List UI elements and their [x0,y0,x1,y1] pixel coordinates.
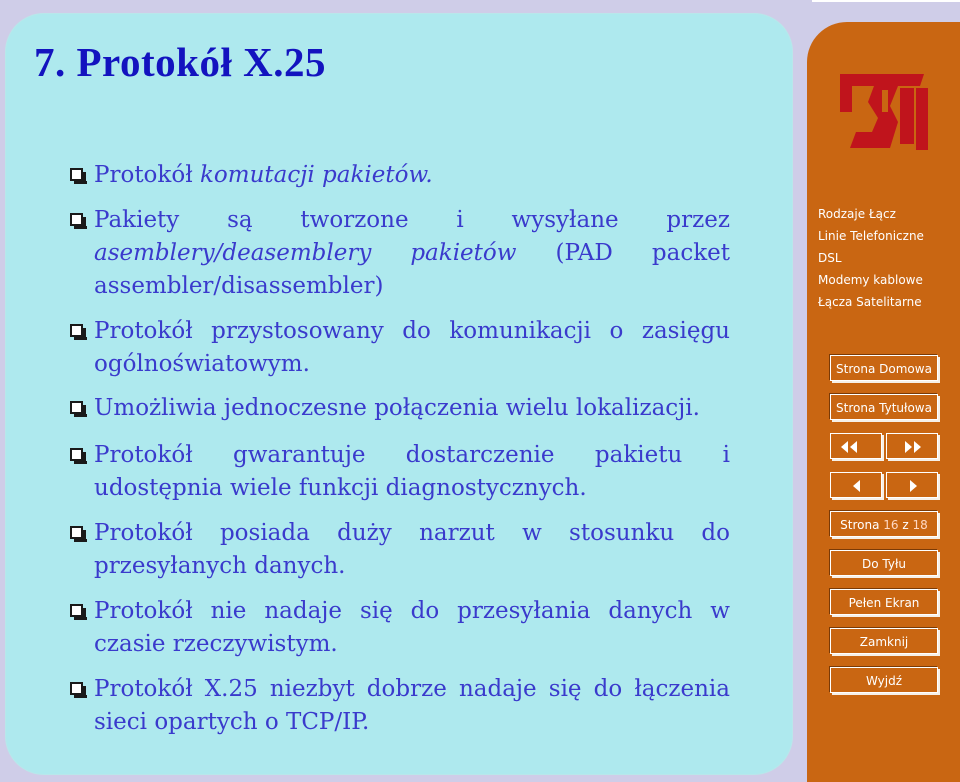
list-item-text [94,517,730,583]
text-run: Pakiety są tworzone i wysyłane przez [94,207,730,233]
italic-text-run: komutacji pakietów. [199,162,433,188]
text-run: Protokół X.25 niezbyt dobrze nadaje się do łączenia sieci opartych o TCP/IP. [94,676,730,735]
checkbox-bullet-icon [70,604,83,617]
checkbox-bullet-icon [70,213,83,226]
checkbox-bullet-icon [70,448,83,461]
list-item-text [94,439,730,505]
page-prefix: Strona [840,518,880,532]
italic-text-run: asemblery/deasemblery pakietów [94,240,517,266]
text-run: Protokół posiada duży narzut w stosunku do przesyłanych danych. [94,520,730,579]
list-item [94,673,730,739]
left-arrow-icon [831,473,883,499]
list-item [94,315,730,381]
right-arrow-icon [887,473,939,499]
list-item [94,439,730,505]
top-edge-bar [812,0,960,2]
issi-logo-icon [838,66,930,156]
fullscreen-button[interactable]: Pełen Ekran [830,589,938,615]
list-item [94,595,730,661]
list-item-text [94,595,730,661]
page-total: 18 [912,518,928,532]
list-item-text [94,392,730,425]
checkbox-bullet-icon [70,682,83,695]
text-run: Umożliwia jednoczesne połączenia wielu lokalizacji. [94,395,700,421]
checkbox-bullet-icon [70,168,83,181]
nav-link-modemy-kablowe[interactable]: Modemy kablowe [818,273,923,287]
text-run: Protokół przystosowany do komunikacji o zasięgu ogólnoświatowym. [94,318,730,377]
double-right-arrow-icon [887,434,939,460]
list-item-text [94,204,730,303]
nav-link-rodzaje-lacz[interactable]: Rodzaje Łącz [818,207,896,221]
list-item-text [94,159,730,192]
double-left-arrow-icon [831,434,883,460]
title-page-button[interactable]: Strona Tytułowa [830,394,938,420]
text-run: Protokół nie nadaje się do przesyłania danych w czasie rzeczywistym. [94,598,730,657]
text-run: Protokół gwarantuje dostarczenie pakietu i udostępnia wiele funkcji diagnostycznych. [94,442,730,501]
section-links [818,203,924,313]
back-button[interactable]: Do Tyłu [830,550,938,576]
first-page-button[interactable] [830,433,882,459]
nav-link-lacza-satelitarne[interactable]: Łącza Satelitarne [818,295,922,309]
list-item [94,517,730,583]
close-button[interactable]: Zamknij [830,628,938,654]
page-current: 16 [883,518,899,532]
list-item-text [94,673,730,739]
next-page-button[interactable] [886,472,938,498]
slide-title: 7. Protokół X.25 [34,39,326,85]
text-run: (PAD packet assembler/disassembler) [94,240,730,299]
list-item [94,204,730,303]
list-item [94,392,730,425]
list-item [94,159,730,192]
nav-link-dsl[interactable]: DSL [818,251,842,265]
checkbox-bullet-icon [70,526,83,539]
list-item-text [94,315,730,381]
exit-button[interactable]: Wyjdź [830,667,938,693]
text-run: Protokół [94,162,200,188]
page-separator: z [902,518,909,532]
previous-page-button[interactable] [830,472,882,498]
nav-link-linie-telefoniczne[interactable]: Linie Telefoniczne [818,229,924,243]
last-page-button[interactable] [886,433,938,459]
home-page-button[interactable]: Strona Domowa [830,355,938,381]
checkbox-bullet-icon [70,401,83,414]
page-indicator[interactable] [830,511,938,537]
checkbox-bullet-icon [70,324,83,337]
